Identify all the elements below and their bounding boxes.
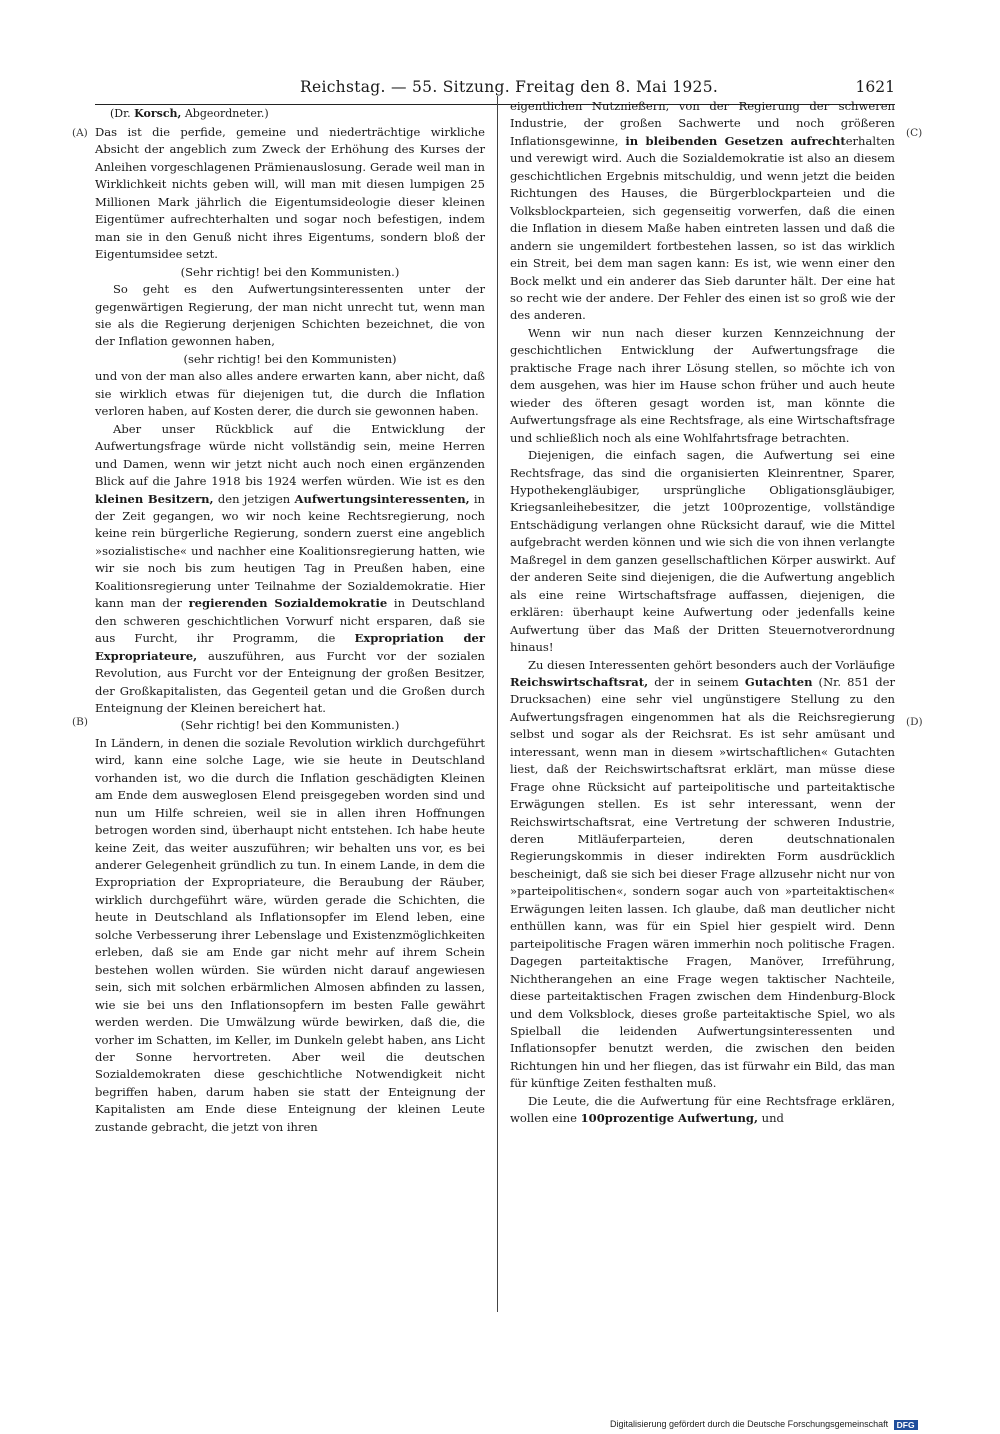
- column-rule: [497, 96, 498, 1312]
- margin-marker-c: (C): [906, 127, 923, 139]
- right-column: [510, 98, 895, 1128]
- speaker-role: Abgeordneter.): [184, 107, 269, 120]
- text-run: Aber unser Rückblick auf die Entwicklung der Aufwertungsfrage würde nicht vollständig sein, meine Herren und Damen, wenn wir jetzt nicht auch noch einen ergänzenden Blick auf die Jahre 1918 bis 1924 werfen würden. Wie ist es den: [95, 421, 485, 489]
- paragraph: [510, 1093, 895, 1128]
- emphasis: in bleibenden Gesetzen aufrecht: [625, 133, 846, 148]
- dfg-logo: DFG: [894, 1420, 918, 1430]
- interjection: (sehr richtig! bei den Kommunisten): [183, 351, 397, 366]
- paragraph: In Ländern, in denen die soziale Revolution wirklich durchgeführt wird, kann eine solche Lage, wie sie heute in Deutschland vorhanden ist, wo die durch die Inflation geschädigten Kleinen am Ende dem ausweglosen Elend preisgegeben worden sind und nun um Hilfe schreien, weil sie in allen ihren Hoffnungen betrogen worden sind, überhaupt nicht entstehen. Ich habe heute keine Zeit, das weiter auszuführen; wir behalten uns vor, es bei anderer Gelegenheit gründlich zu tun. In einem Lande, in dem die Expropriation der Expropriateure, die Beraubung der Räuber, wirklich durchgeführt wäre, würden gerade die Schichten, die heute in Deutschland als Inflationsopfer im Elend leben, eine solche Verbesserung ihrer Lebenslage und Existenzmöglichkeiten erleben, daß sie am Ende gar nicht mehr auf ihrem Schein bestehen wollen würden. Sie würden nicht darauf angewiesen sein, sich mit solchen erbärmlichen Almosen abfinden zu lassen, wie sie bei uns den Inflationsopfern im besten Falle gewährt werden werden. Die Umwälzung würde bewirken, daß die, die vorher im Schatten, im Keller, im Dunkeln gelebt haben, ans Licht der Sonne hervortreten. Aber weil die deutschen Sozialdemokraten diese geschichtliche Notwendigkeit nicht begriffen haben, darum haben sie statt der Enteignung der Kapitalisten am Ende diese Enteignung der kleinen Leute zustande gebracht, die jetzt von ihren: [95, 735, 485, 1134]
- speaker-prefix: (Dr.: [110, 107, 131, 120]
- paragraph: Das ist die perfide, gemeine und niederträchtige wirkliche Absicht der angeblich zum Zweck der Erhöhung des Kurses der Anleihen vorgeschlagenen Prämienauslosung. Gerade weil man in Wirklichkeit nichts geben will, will man mit diesen lumpigen 25 Millionen Mark jährlich die Eigentumsideologie dieser kleinen Eigentümer aufrechterhalten und sogar noch befestigen, indem man sie in den Genuß nicht ihres Eigentums, sondern bloß der Eigentumsidee setzt.: [95, 125, 485, 262]
- paragraph: und von der man also alles andere erwarten kann, aber nicht, daß sie wirklich etwas für diejenigen tut, die durch die Inflation verloren haben, auf Kosten derer, die durch sie gewonnen haben.: [95, 369, 485, 419]
- paragraph: [95, 421, 485, 718]
- text-run: und: [757, 1111, 784, 1126]
- text-run: den jetzigen: [213, 491, 295, 506]
- emphasis: regierenden Sozialdemokratie: [188, 596, 388, 611]
- text-run: der in seinem: [648, 674, 745, 689]
- paragraph: Wenn wir nun nach dieser kurzen Kennzeichnung der geschichtlichen Entwicklung der Aufwertungsfrage die praktische Frage nach ihrer Lösung stellen, so möchte ich von dem ausgehen, was hier im Hause schon früher und auch heute wieder des öfteren gesagt worden ist, man könnte die Aufwertungsfrage als eine Rechtsfrage, als eine Wirtschaftsfrage und schließlich noch als eine Wohlfahrtsfrage betrachten.: [510, 325, 895, 445]
- interjection: (Sehr richtig! bei den Kommunisten.): [180, 264, 400, 279]
- page-number: 1621: [855, 78, 895, 96]
- margin-marker-d: (D): [906, 716, 923, 728]
- paragraph: Diejenigen, die einfach sagen, die Aufwertung sei eine Rechtsfrage, das sind die organisierten Kleinrentner, Sparer, Hypothekengläubiger, ursprüngliche Obligationsgläubiger, Kriegsanleihebesitzer, die jetzt 100prozentige, vollständige Entschädigung verlangen ohne Rücksicht darauf, wie die Mittel aufgebracht werden können und wie sich die von ihnen verlangte Maßregel in dem ganzen gesellschaftlichen Körper auswirkt. Auf der anderen Seite sind diejenigen, die die Aufwertung angeblich als eine reine Wirtschaftsfrage auffassen, diejenigen, die erklären: überhaupt keine Aufwertung oder jedenfalls keine Aufwertung über das Maß der Dritten Steuernotverordnung hinaus!: [510, 448, 895, 655]
- emphasis: Expropriation der Expropriateure,: [95, 631, 485, 663]
- footer-credit: [610, 1419, 918, 1430]
- paragraph: [510, 98, 895, 325]
- text-run: (Nr. 851 der Drucksachen) eine sehr viel ungünstigere Stellung zu den Aufwertungsfragen eingenommen hat als die Reichsregierung selbst und sogar als der Reichsrat. Es ist sehr amüsant und interessant, wenn man in diesem »wirtschaftlichen« Gutachten liest, daß der Reichswirtschaftsrat erklärt, man müsse diese Frage ohne Rücksicht auf parteipolitische und parteitaktische Erwägungen stellen. Es ist sehr interessant, wenn der Reichswirtschaftsrat, eine Vertretung der schweren Industrie, deren Mitläuferparteien, deren deutschnationalen Regierungskommis in dieser indirekten Form ausdrücklich bescheinigt, daß sie sich bei dieser Frage allzusehr nicht nur von »parteipolitischen«, sondern sogar auch von »parteitaktischen« Erwägungen leiten lassen. Ich glaube, daß man deutlicher nicht enthüllen kann, was für ein Spiel hier gespielt wird. Denn parteipolitische Fragen wären immerhin noch politische Fragen. Dagegen parteitaktische Fragen, Manöver, Irreführung, Nichtherangehen an eine Frage wegen taktischer Nachteile, diese parteitaktischen Fragen zwischen dem Hindenburg-Block und dem Volksblock, dieses große parteitaktische Spiel, wo als Spielball die leidenden Aufwertungsinteressenten und Inflationsopfer benutzt werden, die zwischen den beiden Richtungen hin und her fliegen, das ist fürwahr ein Bild, das man für künftige Zeiten festhalten muß.: [510, 674, 895, 1091]
- emphasis: Aufwertungsinteressenten,: [294, 491, 470, 506]
- emphasis: kleinen Besitzern,: [95, 491, 214, 506]
- interjection: (Sehr richtig! bei den Kommunisten.): [180, 718, 400, 733]
- text-run: eigentlichen Nutznießern, von der Regierung der schweren Industrie, der großen Sachwerte und noch größeren Inflationsgewinne,: [510, 99, 895, 148]
- footer-text: Digitalisierung gefördert durch die Deutsche Forschungsgemeinschaft: [610, 1419, 889, 1429]
- emphasis: 100prozentige Aufwertung,: [580, 1111, 758, 1126]
- text-run: in Deutschland den schweren geschichtlichen Vorwurf nicht ersparen, daß sie aus Furcht, ihr Programm, die: [95, 596, 486, 646]
- paragraph: So geht es den Aufwertungsinteressenten unter der gegenwärtigen Regierung, der man nicht unrecht tut, wenn man sie als die Regierung derjenigen Schichten bezeichnet, die von der Inflation gewonnen haben,: [95, 282, 485, 349]
- paragraph: [510, 657, 895, 1093]
- text-run: Zu diesen Interessenten gehört besonders auch der Vorläufige: [528, 657, 895, 672]
- text-run: Die Leute, die die Aufwertung für eine Rechtsfrage erklären, wollen eine: [510, 1093, 895, 1126]
- left-column: [95, 124, 485, 1136]
- margin-marker-b: (B): [72, 716, 88, 728]
- emphasis: Gutachten: [744, 674, 813, 689]
- text-run: erhalten und verewigt wird. Auch die Sozialdemokratie ist also an diesem geschichtlichen Ergebnis mitschuldig, und wenn jetzt die beiden Richtungen des Hauses, die Bürgerblockparteien und die Volksblockparteien, sich gegenseitig vorwerfen, daß die einen die Inflation in diesem Maße haben eintreten lassen und daß die andern sie ungemildert fortbestehen lassen, so ist das wirklich ein Streit, bei dem man sagen kann: Es ist, wie wenn einer den Bock melkt und ein anderer das Sieb darunter hält. Der eine hat so recht wie der andere. Der Fehler des einen ist so groß wie der des anderen.: [510, 133, 895, 323]
- emphasis: Reichswirtschaftsrat,: [510, 674, 649, 689]
- speaker-line: [110, 107, 269, 120]
- text-run: in der Zeit gegangen, wo wir noch keine Rechtsregierung, noch keine rein bürgerliche Regierung, sondern zuerst eine angeblich »sozialistische« und nachher eine Koalitionsregierung hatten, wie wir sie noch bis zum heutigen Tag in Preußen haben, eine Koalitionsregierung unter Teilnahme der Sozialdemokratie. Hier kann man der: [95, 491, 485, 611]
- text-run: auszuführen, aus Furcht vor der sozialen Revolution, aus Furcht vor der Enteignung der großen Besitzer, der Großkapitalisten, das Gegenteil getan und die Großen durch Enteignung der Kleinen bereichert hat.: [95, 648, 485, 715]
- margin-marker-a: (A): [72, 127, 88, 139]
- speaker-name: Korsch,: [134, 107, 182, 120]
- running-head: Reichstag. — 55. Sitzung. Freitag den 8. Mai 1925.: [300, 78, 719, 96]
